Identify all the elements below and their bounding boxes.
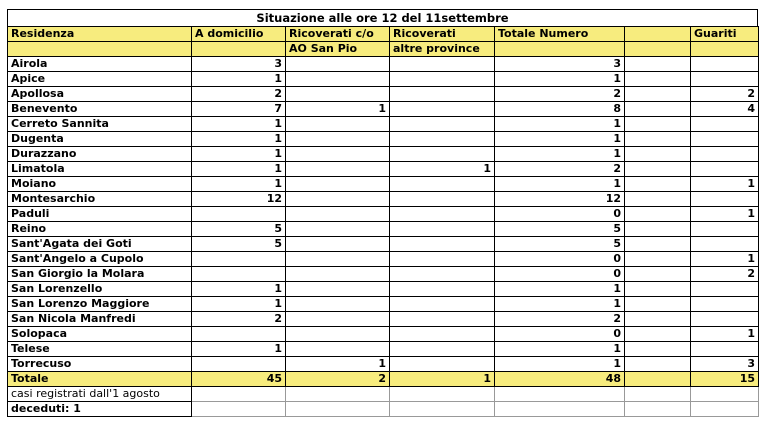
cell-totale-numero: 1: [495, 117, 625, 132]
cell-guariti: [691, 297, 759, 312]
cell-ricoverati-ao: [286, 132, 390, 147]
cell-guariti: 1: [691, 327, 759, 342]
header-a-domicilio: A domicilio: [192, 27, 286, 42]
cell-guariti: [691, 192, 759, 207]
cell-ricoverati-province: [390, 357, 495, 372]
cell-residenza: San Nicola Manfredi: [8, 312, 192, 327]
cell-a-domicilio: 1: [192, 132, 286, 147]
cell-residenza: San Lorenzo Maggiore: [8, 297, 192, 312]
cell-empty: [625, 357, 691, 372]
cell-empty: [625, 342, 691, 357]
cell-empty: [625, 207, 691, 222]
cell-ricoverati-province: [390, 297, 495, 312]
cell-ricoverati-ao: 1: [286, 357, 390, 372]
cell-totale-numero: 12: [495, 192, 625, 207]
sheet-title: Situazione alle ore 12 del 11settembre: [7, 9, 758, 26]
cell-residenza: Telese: [8, 342, 192, 357]
header-empty: [625, 27, 691, 42]
cell-ricoverati-ao: [286, 87, 390, 102]
cell-totale-numero: 2: [495, 312, 625, 327]
header2-a-domicilio: [192, 42, 286, 57]
cell-residenza: Apice: [8, 72, 192, 87]
cell-empty: [625, 327, 691, 342]
cell-ricoverati-ao: [286, 252, 390, 267]
cell-guariti: [691, 282, 759, 297]
cell-ricoverati-ao: [286, 192, 390, 207]
cell-residenza: Airola: [8, 57, 192, 72]
cell-residenza: San Giorgio la Molara: [8, 267, 192, 282]
cell-guariti: 3: [691, 357, 759, 372]
cell-guariti: 1: [691, 252, 759, 267]
footer-deaths-row: [8, 402, 759, 417]
cell-totale-numero: 8: [495, 102, 625, 117]
table-row: [8, 57, 759, 72]
footer-note: casi registrati dall'1 agosto: [8, 387, 192, 402]
cell-a-domicilio: 1: [192, 342, 286, 357]
cell-a-domicilio: 5: [192, 222, 286, 237]
cell-residenza: Reino: [8, 222, 192, 237]
table-row: [8, 162, 759, 177]
table-row: [8, 297, 759, 312]
table-row: [8, 252, 759, 267]
cell-a-domicilio: 3: [192, 57, 286, 72]
cell-ricoverati-ao: [286, 117, 390, 132]
cell-ricoverati-ao: [286, 72, 390, 87]
header-row-1: [8, 27, 759, 42]
cell-a-domicilio: 12: [192, 192, 286, 207]
cell-a-domicilio: 1: [192, 282, 286, 297]
total-totale-numero: 48: [495, 372, 625, 387]
cell-ricoverati-ao: [286, 312, 390, 327]
cell-empty: [625, 147, 691, 162]
cell-ricoverati-province: [390, 267, 495, 282]
cell-ricoverati-province: [390, 222, 495, 237]
table-row: [8, 237, 759, 252]
table-row: [8, 207, 759, 222]
cell-empty: [625, 237, 691, 252]
cell-totale-numero: 1: [495, 357, 625, 372]
cell-ricoverati-ao: [286, 147, 390, 162]
table-body: [8, 57, 759, 372]
cell-a-domicilio: 5: [192, 237, 286, 252]
cell-a-domicilio: [192, 207, 286, 222]
cell-empty: [625, 162, 691, 177]
cell-residenza: Torrecuso: [8, 357, 192, 372]
cell-guariti: 4: [691, 102, 759, 117]
cell-empty: [625, 222, 691, 237]
cell-ricoverati-province: [390, 87, 495, 102]
header-totale-numero: Totale Numero: [495, 27, 625, 42]
cell-residenza: Dugenta: [8, 132, 192, 147]
table-row: [8, 282, 759, 297]
header2-ricoverati-ao: AO San Pio: [286, 42, 390, 57]
cell-totale-numero: 0: [495, 267, 625, 282]
cell-residenza: Sant'Agata dei Goti: [8, 237, 192, 252]
header-ricoverati-province: Ricoverati: [390, 27, 495, 42]
cell-a-domicilio: 7: [192, 102, 286, 117]
cell-a-domicilio: 2: [192, 312, 286, 327]
cell-residenza: Benevento: [8, 102, 192, 117]
cell-a-domicilio: 1: [192, 72, 286, 87]
cell-ricoverati-ao: [286, 342, 390, 357]
cell-guariti: 1: [691, 207, 759, 222]
cell-a-domicilio: 1: [192, 297, 286, 312]
cell-residenza: San Lorenzello: [8, 282, 192, 297]
cell-ricoverati-province: [390, 177, 495, 192]
cell-guariti: [691, 117, 759, 132]
cell-ricoverati-province: 1: [390, 162, 495, 177]
table-row: [8, 87, 759, 102]
cell-totale-numero: 1: [495, 147, 625, 162]
header2-totale-numero: [495, 42, 625, 57]
cell-empty: [625, 72, 691, 87]
cell-ricoverati-ao: [286, 297, 390, 312]
total-label: Totale: [8, 372, 192, 387]
total-ricoverati-ao: 2: [286, 372, 390, 387]
cell-empty: [625, 117, 691, 132]
cell-ricoverati-province: [390, 147, 495, 162]
cell-ricoverati-ao: [286, 57, 390, 72]
cell-residenza: Limatola: [8, 162, 192, 177]
total-empty: [625, 372, 691, 387]
cell-ricoverati-ao: [286, 267, 390, 282]
cell-empty: [625, 57, 691, 72]
cell-residenza: Paduli: [8, 207, 192, 222]
cell-ricoverati-province: [390, 327, 495, 342]
cell-ricoverati-ao: [286, 327, 390, 342]
table-row: [8, 192, 759, 207]
header-row-2: [8, 42, 759, 57]
cell-a-domicilio: 2: [192, 87, 286, 102]
cell-ricoverati-ao: [286, 162, 390, 177]
cell-a-domicilio: [192, 252, 286, 267]
total-row: [8, 372, 759, 387]
cell-totale-numero: 1: [495, 297, 625, 312]
header2-ricoverati-province: altre province: [390, 42, 495, 57]
cell-empty: [625, 102, 691, 117]
cell-ricoverati-ao: [286, 222, 390, 237]
cell-ricoverati-province: [390, 207, 495, 222]
cell-ricoverati-province: [390, 312, 495, 327]
header2-guariti: [691, 42, 759, 57]
cell-totale-numero: 0: [495, 207, 625, 222]
table-row: [8, 327, 759, 342]
cell-residenza: Sant'Angelo a Cupolo: [8, 252, 192, 267]
cell-guariti: 2: [691, 267, 759, 282]
cell-empty: [625, 177, 691, 192]
table-row: [8, 72, 759, 87]
cell-a-domicilio: 1: [192, 147, 286, 162]
total-ricoverati-province: 1: [390, 372, 495, 387]
cell-empty: [625, 267, 691, 282]
cell-totale-numero: 0: [495, 252, 625, 267]
cell-empty: [625, 132, 691, 147]
cell-ricoverati-province: [390, 192, 495, 207]
cell-ricoverati-province: [390, 72, 495, 87]
cell-guariti: [691, 222, 759, 237]
table-row: [8, 267, 759, 282]
cell-totale-numero: 1: [495, 177, 625, 192]
table-row: [8, 357, 759, 372]
cell-ricoverati-province: [390, 117, 495, 132]
cell-empty: [625, 87, 691, 102]
cell-residenza: Apollosa: [8, 87, 192, 102]
cell-ricoverati-ao: [286, 207, 390, 222]
cell-ricoverati-province: [390, 57, 495, 72]
table-row: [8, 312, 759, 327]
header2-empty: [625, 42, 691, 57]
cell-totale-numero: 5: [495, 222, 625, 237]
spreadsheet: [7, 9, 758, 417]
cell-ricoverati-province: [390, 252, 495, 267]
cell-totale-numero: 5: [495, 237, 625, 252]
table-row: [8, 342, 759, 357]
cell-ricoverati-province: [390, 342, 495, 357]
cell-guariti: [691, 312, 759, 327]
cell-a-domicilio: 1: [192, 177, 286, 192]
cell-residenza: Cerreto Sannita: [8, 117, 192, 132]
table-row: [8, 147, 759, 162]
cell-guariti: [691, 57, 759, 72]
cell-guariti: [691, 132, 759, 147]
footer-note-row: [8, 387, 759, 402]
cell-empty: [625, 282, 691, 297]
cell-totale-numero: 0: [495, 327, 625, 342]
cell-ricoverati-ao: [286, 177, 390, 192]
header-guariti: Guariti: [691, 27, 759, 42]
cell-guariti: [691, 342, 759, 357]
cell-guariti: [691, 237, 759, 252]
cell-empty: [625, 192, 691, 207]
cell-residenza: Moiano: [8, 177, 192, 192]
header-residenza: Residenza: [8, 27, 192, 42]
cell-ricoverati-province: [390, 102, 495, 117]
table-row: [8, 117, 759, 132]
cell-ricoverati-ao: 1: [286, 102, 390, 117]
cell-residenza: Montesarchio: [8, 192, 192, 207]
table-row: [8, 177, 759, 192]
cell-guariti: [691, 72, 759, 87]
cell-a-domicilio: [192, 267, 286, 282]
cell-ricoverati-ao: [286, 282, 390, 297]
table-row: [8, 102, 759, 117]
cell-totale-numero: 1: [495, 72, 625, 87]
cell-ricoverati-province: [390, 282, 495, 297]
cell-a-domicilio: [192, 357, 286, 372]
cell-totale-numero: 1: [495, 132, 625, 147]
cell-empty: [625, 297, 691, 312]
cell-totale-numero: 2: [495, 162, 625, 177]
cell-guariti: [691, 147, 759, 162]
cell-ricoverati-province: [390, 237, 495, 252]
total-a-domicilio: 45: [192, 372, 286, 387]
cell-a-domicilio: 1: [192, 117, 286, 132]
footer-deaths: deceduti: 1: [8, 402, 192, 417]
cell-ricoverati-province: [390, 132, 495, 147]
cell-a-domicilio: [192, 327, 286, 342]
table-row: [8, 132, 759, 147]
cell-totale-numero: 1: [495, 282, 625, 297]
cell-empty: [625, 252, 691, 267]
cell-guariti: 1: [691, 177, 759, 192]
cases-table: [7, 26, 759, 417]
cell-guariti: 2: [691, 87, 759, 102]
cell-ricoverati-ao: [286, 237, 390, 252]
total-guariti: 15: [691, 372, 759, 387]
cell-guariti: [691, 162, 759, 177]
table-row: [8, 222, 759, 237]
cell-a-domicilio: 1: [192, 162, 286, 177]
cell-totale-numero: 2: [495, 87, 625, 102]
cell-residenza: Solopaca: [8, 327, 192, 342]
cell-residenza: Durazzano: [8, 147, 192, 162]
cell-empty: [625, 312, 691, 327]
cell-totale-numero: 1: [495, 342, 625, 357]
header-ricoverati-ao: Ricoverati c/o: [286, 27, 390, 42]
cell-totale-numero: 3: [495, 57, 625, 72]
header2-residenza: [8, 42, 192, 57]
